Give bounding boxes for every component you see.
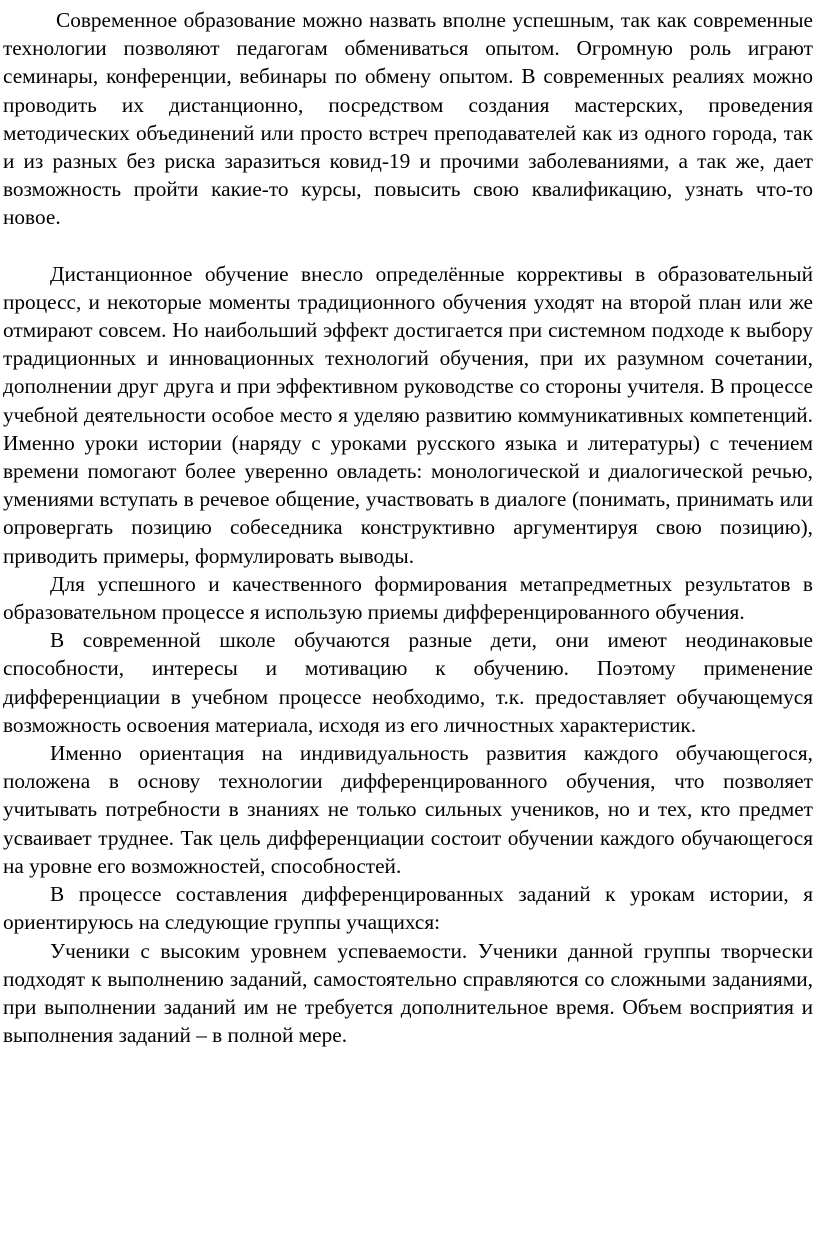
paragraph-high-achievers: Ученики с высоким уровнем успеваемости. Ученики данной группы творчески подходят к выполнению заданий, самостоятельно справляются со сложными заданиями, при выполнении заданий им не требуется дополнительное время. Объем восприятия и выполнения заданий – в полной мере. <box>3 938 813 1048</box>
paragraph-modern-school: В современной школе обучаются разные дети, они имеют неодинаковые способности, интересы и мотивацию к обучению. Поэтому применение дифференциации в учебном процессе необходимо, т.к. предоставляет обучающемуся возможность освоения материала, исходя из его личностных характеристик. <box>3 628 813 737</box>
document-page <box>3 6 813 1049</box>
paragraph-task-groups: В процессе составления дифференцированных заданий к урокам истории, я ориентируюсь на следующие группы учащихся: <box>3 882 813 935</box>
paragraph-spacer <box>3 232 813 260</box>
paragraph-individual-orientation: Именно ориентация на индивидуальность развития каждого обучающегося, положена в основу технологии дифференцированного обучения, что позволяет учитывать потребности в знаниях не только сильных учеников, но и тех, кто предмет усваивает труднее. Так цель дифференциации состоит обучении каждого обучающегося на уровне его возможностей, способностей. <box>3 741 813 878</box>
paragraph-metasubject-results: Для успешного и качественного формирования метапредметных результатов в образовательном процессе я использую приемы дифференцированного обучения. <box>3 571 813 625</box>
paragraph-modern-education: Современное образование можно назвать вполне успешным, так как современные технологии позволяют педагогам обмениваться опытом. Огромную роль играют семинары, конференции, вебинары по обмену опытом. В современных реалиях можно проводить их дистанционно, посредством создания мастерских, проведения методических объединений или просто встреч преподавателей как из одного города, так и из разных без риска заразиться ковид-19 и прочими заболеваниями, а так же, дает возможность пройти какие-то курсы, повысить свою квалификацию, узнать что-то новое. <box>3 8 813 230</box>
paragraph-distance-learning: Дистанционное обучение внесло определённые коррективы в образовательный процесс, и некоторые моменты традиционного обучения уходят на второй план или же отмирают совсем. Но наибольший эффект достигается при системном подходе к выбору традиционных и инновационных технологий обучения, при их разумном сочетании, дополнении друг друга и при эффективном руководстве со стороны учителя. В процессе учебной деятельности особое место я уделяю развитию коммуникативных компетенций. Именно уроки истории (наряду с уроками русского языка и литературы) с течением времени помогают более уверенно овладеть: монологической и диалогической речью, умениями вступать в речевое общение, участвовать в диалоге (понимать, принимать или опровергать позицию собеседника конструктивно аргументируя свою позицию), приводить примеры, формулировать выводы. <box>3 261 813 568</box>
